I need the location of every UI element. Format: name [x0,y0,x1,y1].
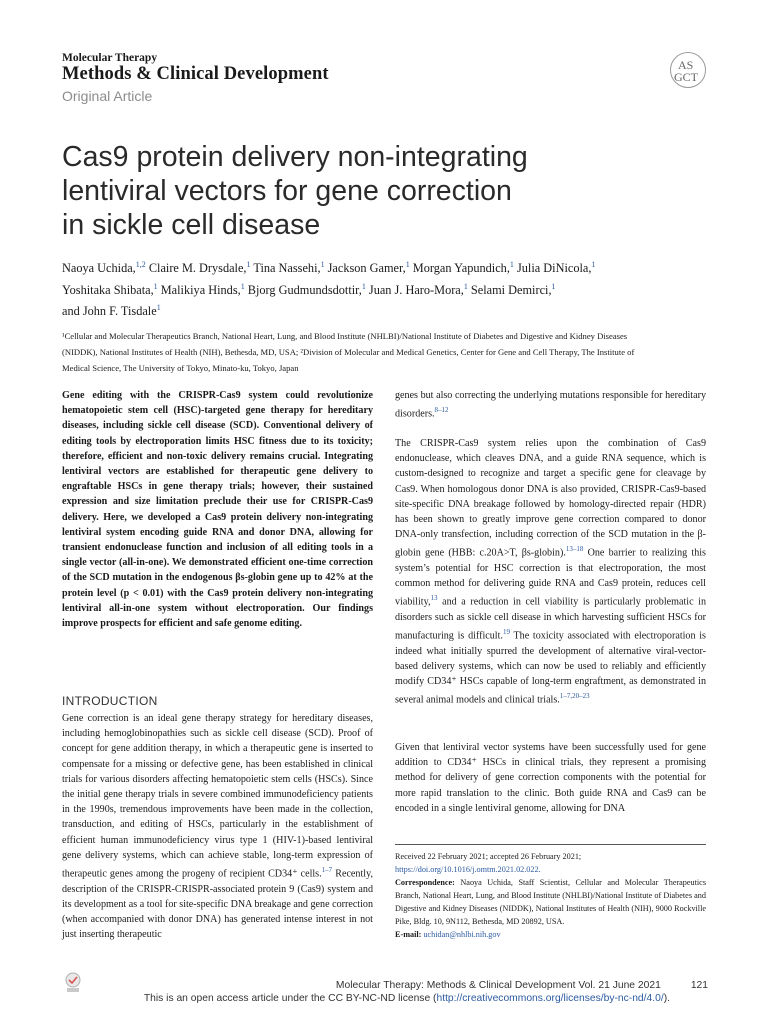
citation[interactable]: 1–7 [321,866,333,875]
license-statement: This is an open access article under the CC BY-NC-ND license (http://creativecommons.org/licenses/by-nc-nd/4.0/). [143,993,670,1004]
body-paragraph: genes but also correcting the underlying mutations responsible for hereditary disorders.$^{8-12}$ [395,390,706,420]
author: Morgan Yapundich,$^1$ [412,260,514,276]
body-paragraph: The CRISPR-Cas9 system relies upon the combination of Cas9 endonuclease, which cleaves DNA, and a guide RNA sequence, which is custom-designed to recognize and target a specific gene for cleavage by Cas9. When homologous donor DNA is also provided, CRISPR-Cas9-based site-specific DNA breakage followed by homology-directed repair (HDR) has been shown to greatly improve gene correction compared to donor DNA-only transfection, including correction of the SCD mutation in the β-globin gene (HBB: c.20A>T, βs-globin).$^{13-18}$ One barrier to realizing this system’s potential for HSC correction is that electroporation, the most common method for delivering guide RNA and Cas9 protein, reduces cell viability,$^{13}$ and a reduction in cell viability is particularly problematic in disorders such as sickle cell disease in which harvesting sufficient HSCs for manufacturing is difficult.$^{19}$ The toxicity associated with electroporation is indeed what initially spurred the development of alternative viral-vector-based delivery systems, which can now be used to reliably and efficiently modify CD34⁺ HSCs capable of long-term engraftment, as demonstrated in several animal models and clinical trials.$^{1-7,20-23}$ [395,438,706,706]
author-list [62,256,712,321]
author: Claire M. Drysdale,$^1$ [148,260,251,276]
author: Malikiya Hinds,$^1$ [160,281,245,297]
journal-name-main: Methods & Clinical Development [62,64,329,84]
title-line: lentiviral vectors for gene correction [62,175,512,207]
doi-link[interactable]: https://doi.org/10.1016/j.omtm.2021.02.022. [395,865,541,874]
citation[interactable]: 13–18 [565,545,584,554]
author: Tina Nassehi,$^1$ [253,260,325,276]
body-paragraph: Given that lentiviral vector systems have been successfully used for gene addition to CD34⁺ HSCs in clinical trials, they represent a promising method for delivery of gene correction components with the potential for more rapid translation to the clinic. Both guide RNA and Cas9 can be encoded in a single lentiviral genome, allowing for DNA [395,742,706,814]
introduction-paragraph: Gene correction is an ideal gene therapy strategy for hereditary diseases, including hemoglobinopathies such as sickle cell disease (SCD). Proof of concept for gene addition therapy, in which a therapeutic gene is inserted to compensate for a missing or defective gene, has been established in clinical trials for various disorders affecting hematopoietic stem cells (HSCs). Since the initial gene therapy trials in severe combined immunodeficiency patients in the 1990s, tremendous improvements have been made in the collection, transduction, and editing of HSCs, particularly in the establishment of efficient human immunodeficiency virus type 1 (HIV-1)-based lentiviral gene delivery systems, which can achieve stable, long-term expression of therapeutic genes among the progeny of recipient CD34⁺ cells.$^{1-7}$ Recently, description of the CRISPR-CRISPR-associated protein 9 (Cas9) system and its development as a tool for site-specific DNA breakage and gene correction (when accompanied with donor DNA) has generated intense interest in not just inserting therapeutic [62,713,373,941]
page-number: 121 [690,980,708,991]
author: Naoya Uchida,$^{1,2}$ [62,260,146,276]
license-link[interactable]: http://creativecommons.org/licenses/by-nc-nd/4.0/ [436,993,664,1004]
title-line: in sickle cell disease [62,209,321,241]
citation[interactable]: 8–12 [434,406,449,415]
affiliations [62,328,712,377]
logo-text-bottom: GCT [674,70,698,84]
footnote [395,850,706,941]
author: and John F. Tisdale$^1$ [62,303,161,319]
asgct-logo [668,50,710,92]
abstract: Gene editing with the CRISPR-Cas9 system could revolutionize hematopoietic stem cell (HSC)-targeted gene therapy for hereditary diseases, including sickle cell disease (SCD). Conventional delivery of editing tools by electroporation limits HSC fitness due to its toxicity; therefore, efficient and non-toxic delivery remains crucial. Integrating lentiviral vectors are established for therapeutic gene delivery to engraftable HSCs in gene therapy trials; however, their sustained expression and size limitation preclude their use for CRISPR-Cas9 delivery. Here, we developed a Cas9 protein delivery non-integrating lentiviral system encoding guide RNA and donor DNA, allowing for transient endonuclease function and inclusion of all editing tools in a single vector (all-in-one). We demonstrated efficient one-time correction of the SCD mutation in the endogenous βs-globin gene up to 42% at the protein level (p < 0.01) with the Cas9 protein delivery non-integrating lentiviral all-in-one system without electroporation. Our findings improve prospects for efficient and safe genome editing. [62,390,373,630]
footer-journal: Molecular Therapy: Methods & Clinical Development Vol. 21 June 2021 [335,980,661,991]
author: Jackson Gamer,$^1$ [327,260,410,276]
correspondence: Correspondence: Naoya Uchida, Staff Scientist, Cellular and Molecular Therapeutics Branch, National Heart, Lung, and Blood Institute (NHLBI)/National Institute of Diabetes and Digestive and Kidney Diseases (NIDDK), National Institutes of Health (NIH), 9000 Rockville Pike, Bldg. 10, 9N112, Bethesda, MD 20892, USA. [395,878,706,926]
received-dates: Received 22 February 2021; accepted 26 February 2021; [395,852,582,861]
article-type: Original Article [62,88,153,104]
author: Juan J. Haro-Mora,$^1$ [368,281,468,297]
affiliation-line: Medical Science, The University of Tokyo, Minato-ku, Tokyo, Japan [62,363,299,374]
citation[interactable]: 19 [502,628,510,637]
author: Yoshitaka Shibata,$^1$ [62,281,158,297]
introduction-heading: INTRODUCTION [62,694,158,708]
affiliation-line: (NIDDK), National Institutes of Health (NIH), Bethesda, MD, USA; ²Division of Molecular and Medical Genetics, Center for Gene and Cell Therapy, The Institute of [62,347,635,358]
footer-citation [330,980,708,991]
affiliation-line: ¹Cellular and Molecular Therapeutics Branch, National Heart, Lung, and Blood Institute (NHLBI)/National Institute of Diabetes and Digestive and Kidney Diseases [62,331,628,341]
citation[interactable]: 1–7,20–23 [559,692,590,701]
citation[interactable]: 13 [430,594,438,603]
article-title [62,140,622,242]
check-for-updates-icon[interactable] [64,972,82,994]
footnote-divider [395,844,706,845]
author: Selami Demirci,$^1$ [470,281,556,297]
title-line: Cas9 protein delivery non-integrating [62,141,528,173]
email-line: E-mail: uchidan@nhlbi.nih.gov [395,930,501,939]
author: Julia DiNicola,$^1$ [516,260,596,276]
author: Bjorg Gudmundsdottir,$^1$ [247,281,366,297]
logo-text-top: AS [678,58,694,72]
email-link[interactable]: uchidan@nhlbi.nih.gov [421,930,501,939]
journal-name-small: Molecular Therapy [62,52,158,64]
